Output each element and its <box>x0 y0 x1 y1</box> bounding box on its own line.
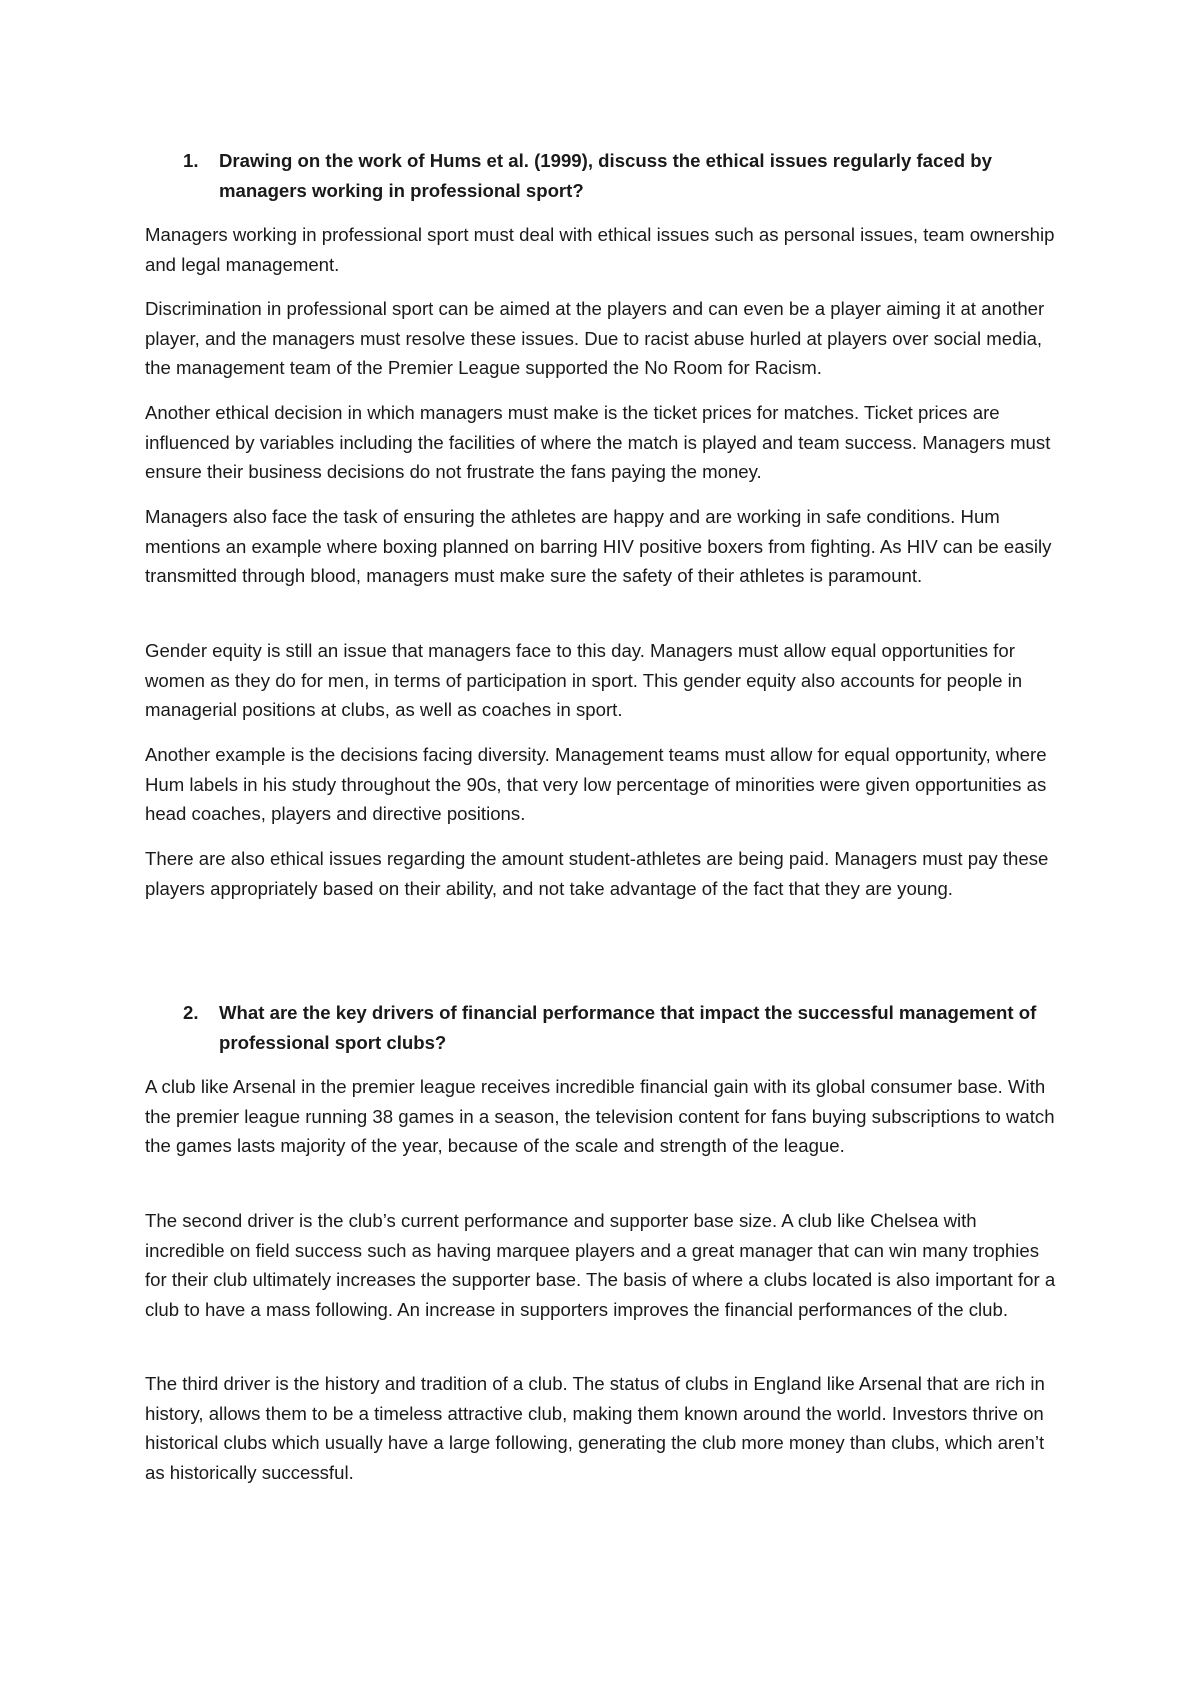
answer-paragraph: Discrimination in professional sport can be aimed at the players and can even be a player aiming it at another player, and the managers must resolve these issues. Due to racist abuse hurled at players over social media, the management team of the Premier League supported the No Room for Racism. <box>145 298 1045 378</box>
question-number: 2. <box>183 1002 199 1023</box>
answer-paragraph: Managers also face the task of ensuring the athletes are happy and are working in safe conditions. Hum mentions an example where boxing planned on barring HIV positive boxers from fighting. As HIV can be easily transmitted through blood, managers must make sure the safety of their athletes is paramount. <box>145 506 1052 586</box>
question-1 <box>145 146 1060 205</box>
question-text: Drawing on the work of Hums et al. (1999), discuss the ethical issues regularly faced by managers working in professional sport? <box>219 150 992 201</box>
answer-paragraph: Another example is the decisions facing diversity. Management teams must allow for equal opportunity, where Hum labels in his study throughout the 90s, that very low percentage of minorities were given opportunities as head coaches, players and directive positions. <box>145 744 1047 824</box>
question-number: 1. <box>183 150 199 171</box>
answer-paragraph: Gender equity is still an issue that managers face to this day. Managers must allow equal opportunities for women as they do for men, in terms of participation in sport. This gender equity also accounts for people in managerial positions at clubs, as well as coaches in sport. <box>145 640 1023 720</box>
question-2 <box>145 998 1060 1057</box>
question-text: What are the key drivers of financial performance that impact the successful management of professional sport clubs? <box>219 1002 1037 1053</box>
answer-paragraph: The third driver is the history and tradition of a club. The status of clubs in England like Arsenal that are rich in history, allows them to be a timeless attractive club, making them known around the world. Investors thrive on historical clubs which usually have a large following, generating the club more money than clubs, which aren’t as historically successful. <box>145 1373 1045 1483</box>
answer-paragraph: The second driver is the club’s current performance and supporter base size. A club like Chelsea with incredible on field success such as having marquee players and a great manager that can win many trophies for their club ultimately increases the supporter base. The basis of where a clubs located is also important for a club to have a mass following. An increase in supporters improves the financial performances of the club. <box>145 1210 1056 1320</box>
answer-paragraph: A club like Arsenal in the premier league receives incredible financial gain with its global consumer base. With the premier league running 38 games in a season, the television content for fans buying subscriptions to watch the games lasts majority of the year, because of the scale and strength of the league. <box>145 1076 1055 1156</box>
answer-paragraph: Another ethical decision in which managers must make is the ticket prices for matches. Ticket prices are influenced by variables including the facilities of where the match is played and team success. Managers must ensure their business decisions do not frustrate the fans paying the money. <box>145 402 1051 482</box>
answer-paragraph: Managers working in professional sport must deal with ethical issues such as personal issues, team ownership and legal management. <box>145 224 1055 275</box>
answer-paragraph: There are also ethical issues regarding the amount student-athletes are being paid. Managers must pay these players appropriately based on their ability, and not take advantage of the fact that they are young. <box>145 848 1049 899</box>
